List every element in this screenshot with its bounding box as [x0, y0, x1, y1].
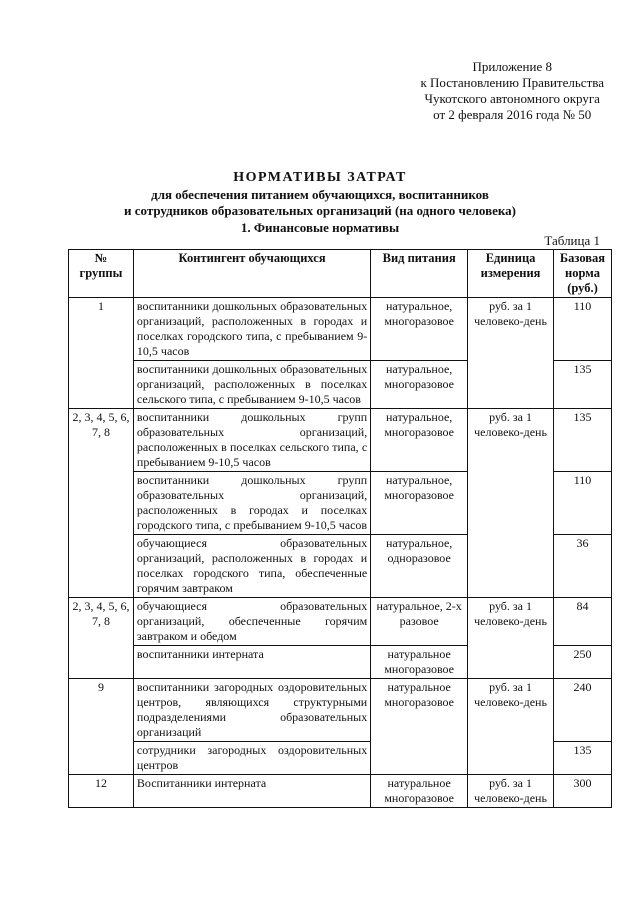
cell-norm: 84 — [554, 598, 612, 646]
cell-kind: натуральное, многоразовое — [371, 361, 468, 409]
cell-contingent: сотрудники загородных оздоровительных центров — [133, 742, 370, 775]
header-kind: Вид питания — [371, 250, 468, 298]
cell-unit: руб. за 1 человеко-день — [468, 679, 554, 742]
table-header-row — [69, 250, 612, 298]
cell-group — [69, 742, 134, 775]
cell-norm: 300 — [554, 775, 612, 808]
cell-kind: натуральное, 2-х разовое — [371, 598, 468, 646]
cell-group: 9 — [69, 679, 134, 742]
cell-group: 12 — [69, 775, 134, 808]
cell-contingent: обучающиеся образовательных организаций, расположенных в городах и поселках городского типа, обеспеченные горячим завтраком — [133, 535, 370, 598]
cell-kind: натуральное многоразовое — [371, 646, 468, 679]
cell-group — [69, 472, 134, 535]
cell-contingent: воспитанники дошкольных групп образовательных организаций, расположенных в поселках сельского типа, с пребыванием 9-10,5 часов — [133, 409, 370, 472]
cell-group: 1 — [69, 298, 134, 361]
table-row — [69, 679, 612, 742]
cell-kind: натуральное многоразовое — [371, 679, 468, 742]
cell-group — [69, 535, 134, 598]
section-heading: 1. Финансовые нормативы — [240, 220, 400, 235]
cell-unit — [468, 361, 554, 409]
cell-contingent: воспитанники загородных оздоровительных центров, являющихся структурными подразделениями образовательных организаций — [133, 679, 370, 742]
cell-unit — [468, 472, 554, 535]
table-row — [69, 742, 612, 775]
cell-kind — [371, 742, 468, 775]
header-contingent: Контингент обучающихся — [133, 250, 370, 298]
header-unit: Единица измерения — [468, 250, 554, 298]
cell-norm: 36 — [554, 535, 612, 598]
annex-header — [420, 59, 604, 123]
cell-norm: 240 — [554, 679, 612, 742]
table-row — [69, 361, 612, 409]
cell-kind: натуральное, многоразовое — [371, 409, 468, 472]
document-subtitle-1: для обеспечения питанием обучающихся, воспитанников — [151, 187, 489, 202]
document-title: НОРМАТИВЫ ЗАТРАТ — [233, 170, 407, 185]
header-group: № группы — [69, 250, 134, 298]
cell-contingent: обучающиеся образовательных организаций, обеспеченные горячим завтраком и обедом — [133, 598, 370, 646]
annex-line-1: Приложение 8 — [472, 59, 552, 74]
cell-group: 2, 3, 4, 5, 6, 7, 8 — [69, 409, 134, 472]
cell-unit: руб. за 1 человеко-день — [468, 775, 554, 808]
cell-norm: 250 — [554, 646, 612, 679]
cell-contingent: воспитанники интерната — [133, 646, 370, 679]
cell-group — [69, 646, 134, 679]
cell-unit — [468, 646, 554, 679]
cell-kind: натуральное, одноразовое — [371, 535, 468, 598]
document-subtitle-2: и сотрудников образовательных организаций (на одного человека) — [123, 203, 517, 218]
cell-kind: натуральное, многоразовое — [371, 472, 468, 535]
cell-unit: руб. за 1 человеко-день — [468, 409, 554, 472]
cell-kind: натуральное многоразовое — [371, 775, 468, 808]
table-row — [69, 775, 612, 808]
cell-norm: 135 — [554, 361, 612, 409]
cell-unit: руб. за 1 человеко-день — [468, 598, 554, 646]
cell-contingent: воспитанники дошкольных групп образовательных организаций, расположенных в городах и поселках городского типа, с пребыванием 9-10,5 часов — [133, 472, 370, 535]
cell-unit: руб. за 1 человеко-день — [468, 298, 554, 361]
table-row — [69, 298, 612, 361]
document-title-block — [0, 169, 640, 219]
table-row — [69, 409, 612, 472]
header-norm: Базовая норма (руб.) — [554, 250, 612, 298]
annex-line-4: от 2 февраля 2016 года № 50 — [433, 107, 592, 122]
cell-unit — [468, 742, 554, 775]
table-row — [69, 535, 612, 598]
annex-line-3: Чукотского автономного округа — [424, 91, 600, 106]
table-label: Таблица 1 — [544, 233, 600, 248]
cell-contingent: воспитанники дошкольных образовательных организаций, расположенных в городах и поселках городского типа, с пребыванием 9-10,5 часов — [133, 298, 370, 361]
table-row — [69, 646, 612, 679]
cell-kind: натуральное, многоразовое — [371, 298, 468, 361]
annex-line-2: к Постановлению Правительства — [420, 75, 604, 90]
cell-norm: 110 — [554, 472, 612, 535]
norms-table — [68, 249, 612, 808]
cell-norm: 135 — [554, 409, 612, 472]
table-row — [69, 472, 612, 535]
cell-group: 2, 3, 4, 5, 6, 7, 8 — [69, 598, 134, 646]
cell-unit — [468, 535, 554, 598]
cell-group — [69, 361, 134, 409]
table-row — [69, 598, 612, 646]
cell-contingent: воспитанники дошкольных образовательных организаций, расположенных в поселках сельского типа, с пребыванием 9-10,5 часов — [133, 361, 370, 409]
cell-norm: 135 — [554, 742, 612, 775]
cell-norm: 110 — [554, 298, 612, 361]
cell-contingent: Воспитанники интерната — [133, 775, 370, 808]
